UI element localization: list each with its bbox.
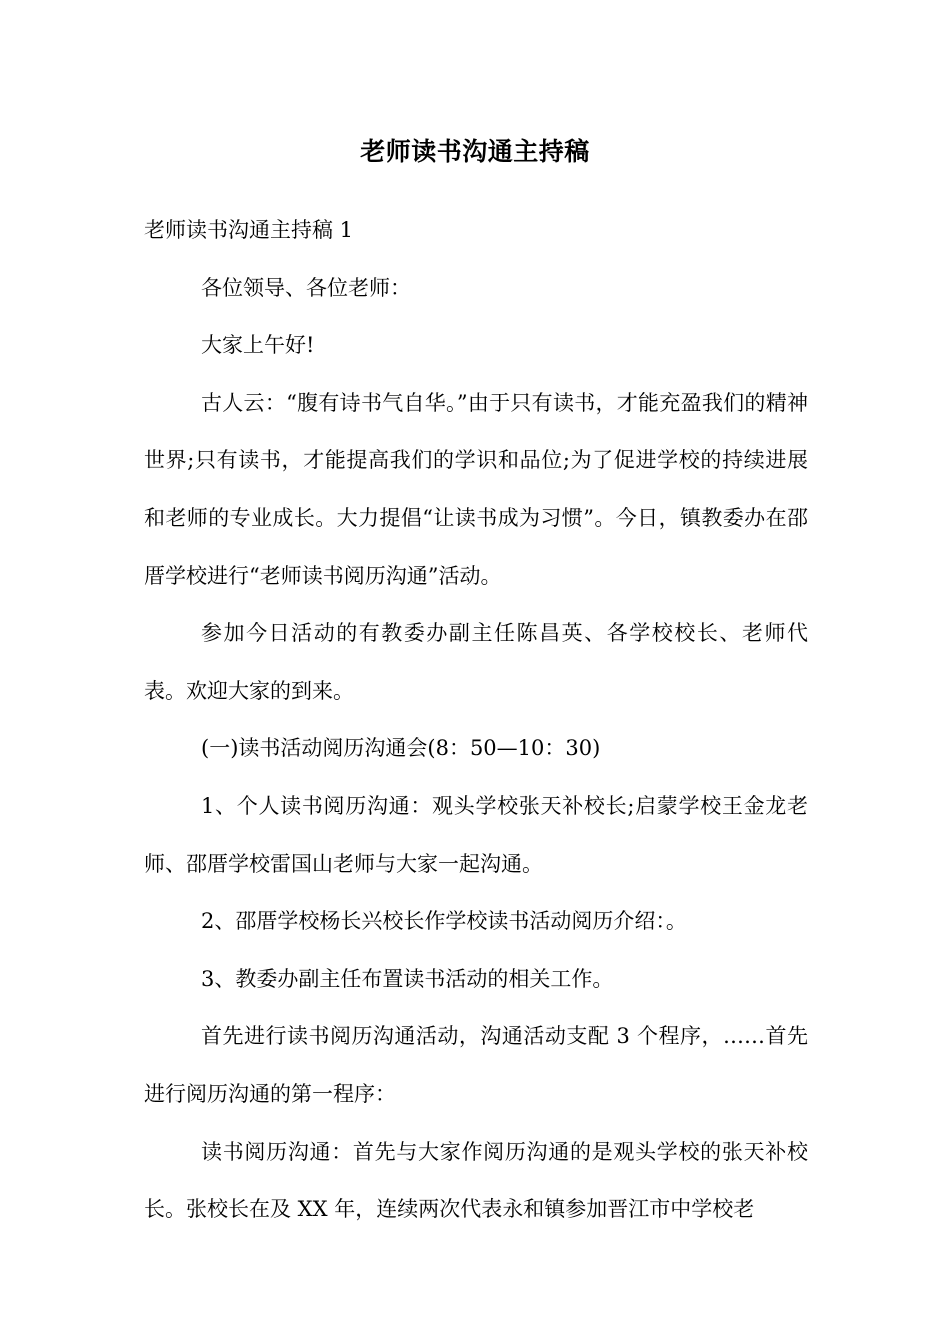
document-title: 老师读书沟通主持稿 — [360, 137, 590, 166]
paragraph-attendees: 参加今日活动的有教委办副主任陈昌英、各学校校长、老师代表。欢迎大家的到来。 — [144, 621, 808, 703]
paragraph-agenda-item-3: 3、教委办副主任布置读书活动的相关工作。 — [201, 966, 614, 991]
paragraph-good-morning: 大家上午好! — [201, 333, 315, 358]
paragraph-exchange: 读书阅历沟通：首先与大家作阅历沟通的是观头学校的张天补校长。张校长在及 XX 年，连续两次代表永和镇参加晋江市中学校老 — [144, 1139, 808, 1222]
paragraph-agenda-heading: (一)读书活动阅历沟通会(8：50—10：30) — [201, 736, 601, 761]
paragraph-agenda-item-1: 1、个人读书阅历沟通：观头学校张天补校长;启蒙学校王金龙老师、邵厝学校雷国山老师与大家一起沟通。 — [144, 793, 808, 876]
paragraph-agenda-item-2: 2、邵厝学校杨长兴校长作学校读书活动阅历介绍：。 — [201, 909, 687, 934]
paragraph-greeting: 各位领导、各位老师： — [201, 275, 411, 300]
section-heading: 老师读书沟通主持稿 1 — [144, 218, 354, 242]
document-body — [144, 202, 808, 1239]
paragraph-procedure: 首先进行读书阅历沟通活动，沟通活动支配 3 个程序，……首先进行阅历沟通的第一程序： — [144, 1024, 808, 1106]
paragraph-introduction: 古人云：“腹有诗书气自华。”由于只有读书，才能充盈我们的精神世界;只有读书，才能提高我们的学识和品位;为了促进学校的持续进展和老师的专业成长。大力提倡“让读书成为习惯”。今日，镇教委办在邵厝学校进行“老师读书阅历沟通”活动。 — [144, 390, 808, 588]
